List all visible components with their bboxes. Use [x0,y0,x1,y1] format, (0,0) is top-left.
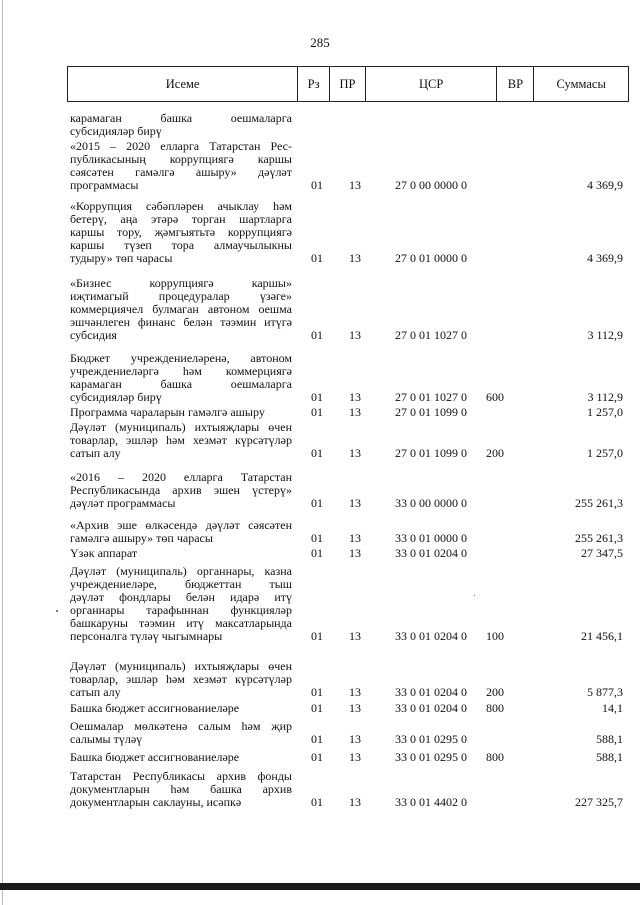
row-vr: 100 [486,629,504,643]
row-pr: 13 [349,496,361,510]
row-sum: 4 369,9 [587,178,623,192]
row-name [70,421,292,460]
row-name [70,277,292,342]
table-row [0,519,640,545]
row-rz: 01 [311,390,323,404]
row-name-line: учреждениеләргә һәм коммерциягә [70,364,292,378]
row-vr: 200 [486,685,504,699]
row-name [70,702,292,715]
row-name-line: эшчәнлеген финанс белән тәэмин итүгә [70,315,292,329]
row-pr: 13 [349,750,361,764]
row-pr: 13 [349,732,361,746]
header-pr: ПР [330,67,366,101]
header-vr: ВР [497,67,534,101]
row-csr: 33 0 01 0204 0 [395,629,467,643]
row-vr: 800 [486,701,504,715]
row-name [70,200,292,265]
row-name-line: Бюджет учреждениеләренә, автоном [70,351,292,365]
row-name-line: Программа чараларын гамәлгә ашыру [70,405,265,419]
table-row [0,140,640,192]
table-row [0,702,640,715]
table-row [0,547,640,560]
row-name [70,352,292,404]
row-sum: 227 325,7 [575,795,623,809]
row-name [70,547,292,560]
row-name-line: Башка бюджет ассигнованиеләре [70,701,240,715]
header-csr: ЦСР [366,67,498,101]
row-name [70,751,292,764]
row-rz: 01 [311,496,323,510]
row-name-line: товарлар, эшләр һәм хезмәт күрсәтүләр [70,672,292,686]
scan-speck [474,595,475,596]
table-row [0,660,640,699]
row-csr: 27 0 01 1027 0 [395,390,467,404]
row-name-line: Дәүләт (муниципаль) ихтыяҗлары өчен [70,659,292,673]
row-sum: 1 257,0 [587,446,623,460]
row-rz: 01 [311,531,323,545]
table-header [67,66,629,102]
row-name-line: Дәүләт (муниципаль) органнары, казна [70,564,292,578]
table-row [0,200,640,265]
row-name-line: Үзәк аппарат [70,546,138,560]
row-name-line: сатып алу [70,685,121,699]
row-name-line: гамәлгә ашыру» төп чарасы [70,531,213,545]
row-name-line: «Бизнес коррупциягә каршы» [70,276,292,290]
row-name [70,112,292,138]
header-rz: Рз [298,67,330,101]
table-row [0,406,640,419]
row-name [70,406,292,419]
table-row [0,770,640,809]
row-name-line: Республикасында архив эшен үстерү» [70,483,292,497]
row-csr: 33 0 01 0000 0 [395,531,467,545]
row-name-line: «Архив эше өлкәсендә дәүләт сәясәтен [70,518,292,532]
row-csr: 33 0 01 0204 0 [395,546,467,560]
row-name-line: карамаган башка оешмаларга [70,377,292,391]
row-sum: 4 369,9 [587,251,623,265]
row-sum: 588,1 [596,750,623,764]
row-csr: 33 0 00 0000 0 [395,496,467,510]
row-rz: 01 [311,546,323,560]
row-csr: 27 0 01 1099 0 [395,446,467,460]
row-name-line: дәүләт фондлары белән идарә итү [70,590,292,604]
row-name-line: Башка бюджет ассигнованиеләре [70,750,240,764]
row-name-line: «2016 – 2020 елларга Татарстан [70,470,292,484]
row-name-line: «Коррупция сәбәпләрен ачыклау һәм [70,199,292,213]
row-csr: 27 0 01 1027 0 [395,328,467,342]
row-csr: 33 0 01 0295 0 [395,750,467,764]
scan-bottom-bar [0,883,640,890]
row-vr: 200 [486,446,504,460]
row-name-line: Оешмалар мөлкәтенә салым һәм җир [70,719,292,733]
row-name [70,519,292,545]
row-rz: 01 [311,732,323,746]
row-name-line: персоналга түләү чыгымнары [70,629,223,643]
row-sum: 21 456,1 [581,629,623,643]
row-pr: 13 [349,446,361,460]
row-rz: 01 [311,629,323,643]
row-pr: 13 [349,795,361,809]
table-row [0,720,640,746]
row-pr: 13 [349,251,361,265]
row-name [70,565,292,643]
row-rz: 01 [311,446,323,460]
row-name-line: каршы тору, җәмгыятьтә коррупциягә [70,225,292,239]
row-csr: 27 0 00 0000 0 [395,178,467,192]
row-pr: 13 [349,405,361,419]
row-csr: 33 0 01 0295 0 [395,732,467,746]
row-csr: 27 0 01 0000 0 [395,251,467,265]
row-name-line: карамаган башка оешмаларга [70,111,292,125]
row-name-line: Дәүләт (муниципаль) ихтыяҗлары өчен [70,420,292,434]
row-rz: 01 [311,178,323,192]
row-sum: 27 347,5 [581,546,623,560]
row-name-line: публикасының коррупциягә каршы [70,152,292,166]
row-name-line: сәясәтен гамәлгә ашыру» дәүләт [70,165,292,179]
row-name-line: тудыру» төп чарасы [70,251,173,265]
row-csr: 27 0 01 1099 0 [395,405,467,419]
row-sum: 3 112,9 [587,328,623,342]
row-vr: 800 [486,750,504,764]
row-pr: 13 [349,531,361,545]
row-name-line: Татарстан Республикасы архив фонды [70,769,292,783]
table-row [0,352,640,404]
row-pr: 13 [349,701,361,715]
row-sum: 588,1 [596,732,623,746]
row-pr: 13 [349,390,361,404]
row-name-line: иҗтимагый процедуралар үзәге» [70,289,292,303]
row-vr: 600 [486,390,504,404]
row-name-line: документларын саклауны, исәпкә [70,795,242,809]
row-pr: 13 [349,629,361,643]
row-sum: 1 257,0 [587,405,623,419]
row-name-line: коммерциячел булмаган автоном оешма [70,302,292,316]
row-rz: 01 [311,795,323,809]
row-name-line: башкаруны тәэмин итү максатларында [70,616,292,630]
row-rz: 01 [311,685,323,699]
row-csr: 33 0 01 0204 0 [395,701,467,715]
row-name-line: документларын һәм башка архив [70,782,292,796]
table-row [0,277,640,342]
row-name [70,720,292,746]
table-row [0,112,640,138]
row-name-line: бетерү, аңа этәрә торган шартларга [70,212,292,226]
table-row [0,421,640,460]
table-row [0,471,640,510]
row-rz: 01 [311,405,323,419]
row-name [70,471,292,510]
scan-speck [56,610,58,612]
row-pr: 13 [349,546,361,560]
header-name: Исеме [68,67,298,101]
row-csr: 33 0 01 0204 0 [395,685,467,699]
row-rz: 01 [311,251,323,265]
row-name-line: учреждениеләре, бюджеттан тыш [70,577,292,591]
row-rz: 01 [311,328,323,342]
header-sum: Суммасы [556,76,606,91]
row-name-line: органнары тарафыннан функцияләр [70,603,292,617]
row-name [70,140,292,192]
row-name-line: «2015 – 2020 елларга Татарстан Рес- [70,139,292,153]
page-number: 285 [310,35,330,50]
row-sum: 255 261,3 [575,531,623,545]
row-name [70,770,292,809]
row-name-line: товарлар, эшләр һәм хезмәт күрсәтүләр [70,433,292,447]
row-name-line: субсидия [70,328,117,342]
row-pr: 13 [349,685,361,699]
row-name [70,660,292,699]
row-sum: 255 261,3 [575,496,623,510]
row-name-line: салымы түләү [70,732,143,746]
row-name-line: сатып алу [70,446,121,460]
table-row [0,751,640,764]
row-pr: 13 [349,328,361,342]
row-name-line: субсидияләр бирү [70,124,162,138]
row-sum: 3 112,9 [587,390,623,404]
row-sum: 14,1 [602,701,623,715]
row-sum: 5 877,3 [587,685,623,699]
row-name-line: программасы [70,178,139,192]
row-name-line: каршы түзеп тора алмаучылыкны [70,238,292,252]
row-rz: 01 [311,750,323,764]
row-rz: 01 [311,701,323,715]
table-row [0,565,640,643]
row-name-line: субсидияләр бирү [70,390,162,404]
row-csr: 33 0 01 4402 0 [395,795,467,809]
row-pr: 13 [349,178,361,192]
row-name-line: дәүләт программасы [70,496,176,510]
